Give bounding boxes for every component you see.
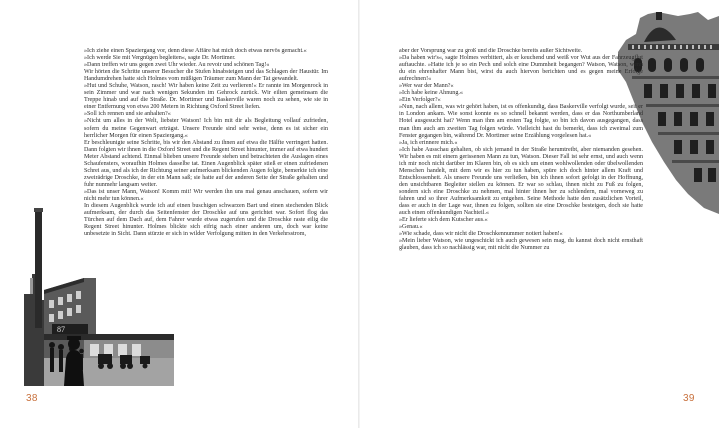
paragraph: In diesem Augenblick wurde ich auf einen buschigen schwarzen Bart und einen stechenden Blick aufmerksam, der durch das Seitenfenster der Droschke auf uns gerichtet war. Sofort flog das Türchen auf dem Dach auf, dem Fahrer wurde etwas zugerufen und die Droschke raste eilig die Regent Street hinunter. Holmes blickte sich eifrig nach einer anderen um, doch war keine unbesetzte in Sicht. Dann stürzte er sich in wilder Verfolgung mitten in den Verkehrsstrom, xyxy=(84,203,328,238)
paragraph: »Wie schade, dass wir nicht die Droschkennummer notiert haben!« xyxy=(399,231,563,238)
paragraph: »Hut und Schuhe, Watson, rasch! Wir haben keine Zeit zu verlieren!« Er rannte im Morgenrock in sein Zimmer und war nach wenigen Sekunden im Gehrock zurück. Wir eilten gemeinsam die Treppe hinab und auf die Straße. Dr. Mortimer und Baskerville waren noch zu sehen, wie sie in einer Entfernung von etwa 200 Metern in Richtung Oxford Street liefen. xyxy=(84,83,328,111)
paragraph: »Ich habe keine Ahnung.« xyxy=(399,90,463,97)
book-gutter xyxy=(358,0,360,428)
paragraph: »Ich habe Ausschau gehalten, ob sich jemand in der Straße herumtreibt, aber niemanden gesehen. Wir haben es mit einem gerissenen Mann zu tun, Watson. Dieser Fall ist sehr ernst, und auch wenn ich mir noch nicht darüber im Klaren bin, ob es sich um einen wohlwollenden oder übelwollenden Menschen handelt, mit dem wir es hier zu tun haben, spüre ich doch hinter allem Kraft und Entschlossenheit. Als unsere Freunde uns verließen, bin ich ihnen sofort gefolgt in der Hoffnung, den unsichtbaren Begleiter stellen zu können. Er war so schlau, ihnen nicht zu Fuß zu folgen, sondern sich eine Droschke zu nehmen, mal hinter ihnen her zu schlendern, mal vorneweg zu fahren und so ihrer Aufmerksamkeit zu entgehen. Seine Methode hatte den zusätzlichen Vorteil, dass er auch in der Lage war, ihnen zu folgen, sollten sie eine Droschke besteigen, doch sie hatte auch einen offenkundigen Nachteil.« xyxy=(399,146,643,217)
paragraph: »Ich werde Sie mit Vergnügen begleiten«, sagte Dr. Mortimer. xyxy=(84,55,236,62)
paragraph: Er beschleunigte seine Schritte, bis wir den Abstand zu ihnen auf etwa die Hälfte verringert hatten. Dann folgten wir ihnen in die Oxford Street und die Regent Street hinunter, immer auf etwa hundert Meter Abstand achtend. Einmal blieben unsere Freunde stehen und betrachteten die Auslagen eines Schaufensters, woraufhin Holmes dasselbe tat. Einen Augenblick später stieß er einen zufriedenen Schrei aus, und als ich der Richtung seiner aufmerksam blickenden Augen folgte, bemerkte ich eine zweirädrige Droschke, in der ein Mann saß; sie hatte auf der anderen Seite der Straße gehalten und fuhr nunmehr langsam weiter. xyxy=(84,139,328,188)
paragraph: »Ein Verfolger?« xyxy=(399,97,441,104)
paragraph: »Nicht um alles in der Welt, liebster Watson! Ich bin mit dir als Begleitung vollauf zufrieden, sofern du meine Gegenwart erträgst. Unsere Freunde sind sehr weise, denn es ist sicher ein herrlicher Morgen für einen Spaziergang.« xyxy=(84,118,328,139)
right-page-text xyxy=(399,48,643,382)
paragraph: »Das ist unser Mann, Watson! Komm mit! Wir werden ihn uns mal genau anschauen, sofern wir nicht mehr tun können.« xyxy=(84,188,328,202)
paragraph: aber der Vorsprung war zu groß und die Droschke bereits außer Sichtweite. xyxy=(399,48,583,54)
page-number-left: 38 xyxy=(26,393,38,404)
paragraph: »Soll ich rennen und sie anhalten?« xyxy=(84,111,171,118)
paragraph: Wir hörten die Schritte unserer Besucher die Stufen hinabsteigen und das Schlagen der Haustür. Im Handumdrehen hatte sich Holmes vom müßigen Träumer zum Mann der Tat gewandelt. xyxy=(84,69,328,83)
paragraph: »Mein lieber Watson, wie ungeschickt ich auch gewesen sein mag, du kannst doch nicht ernsthaft glauben, dass ich so nachlässig war, mit nicht die Nummer zu xyxy=(399,238,643,252)
paragraph: »Ich ziehe einen Spaziergang vor, denn diese Affäre hat mich doch etwas nervös gemacht.« xyxy=(84,48,307,54)
paragraph: »Nun, nach allem, was wir gehört haben, ist es offenkundig, dass Baskerville verfolgt wurde, seit er in London ankam. Wie sonst konnte es so schnell bekannt werden, dass er das Northumberland Hotel ausgesucht hat? Wenn man ihm am ersten Tag folgte, so bin ich davon ausgegangen, dass man ihm auch am zweiten Tag folgen würde. Vielleicht hast du bemerkt, dass ich zweimal zum Fenster gegangen bin, während Dr. Mortimer seine Erzählung vorgelesen hat.« xyxy=(399,104,643,139)
paragraph: »Genau.« xyxy=(399,224,423,231)
page-number-right: 39 xyxy=(683,393,695,404)
paragraph: »Ja, ich erinnere mich.« xyxy=(399,139,458,146)
paragraph: »Er lieferte sich dem Kutscher aus.« xyxy=(399,217,488,224)
left-page-text xyxy=(84,48,328,334)
shop-number-text: 87 xyxy=(57,325,65,334)
paragraph: »Wer war der Mann?« xyxy=(399,83,454,90)
paragraph: »Da haben wir's«, sagte Holmes verbittert, als er keuchend und weiß vor Wut aus der Fahrzeugflut auftauchte. »Hatte ich je so ein Pech und solch eine Dummheit begangen? Watson, Watson, wenn du ein ehrenhafter Mann bist, wirst du auch hiervon berichten und es gegen meine Erfolge aufrechnen!« xyxy=(399,55,643,83)
paragraph: »Dann treffen wir uns gegen zwei Uhr wieder. Au revoir und schönen Tag!« xyxy=(84,62,270,69)
